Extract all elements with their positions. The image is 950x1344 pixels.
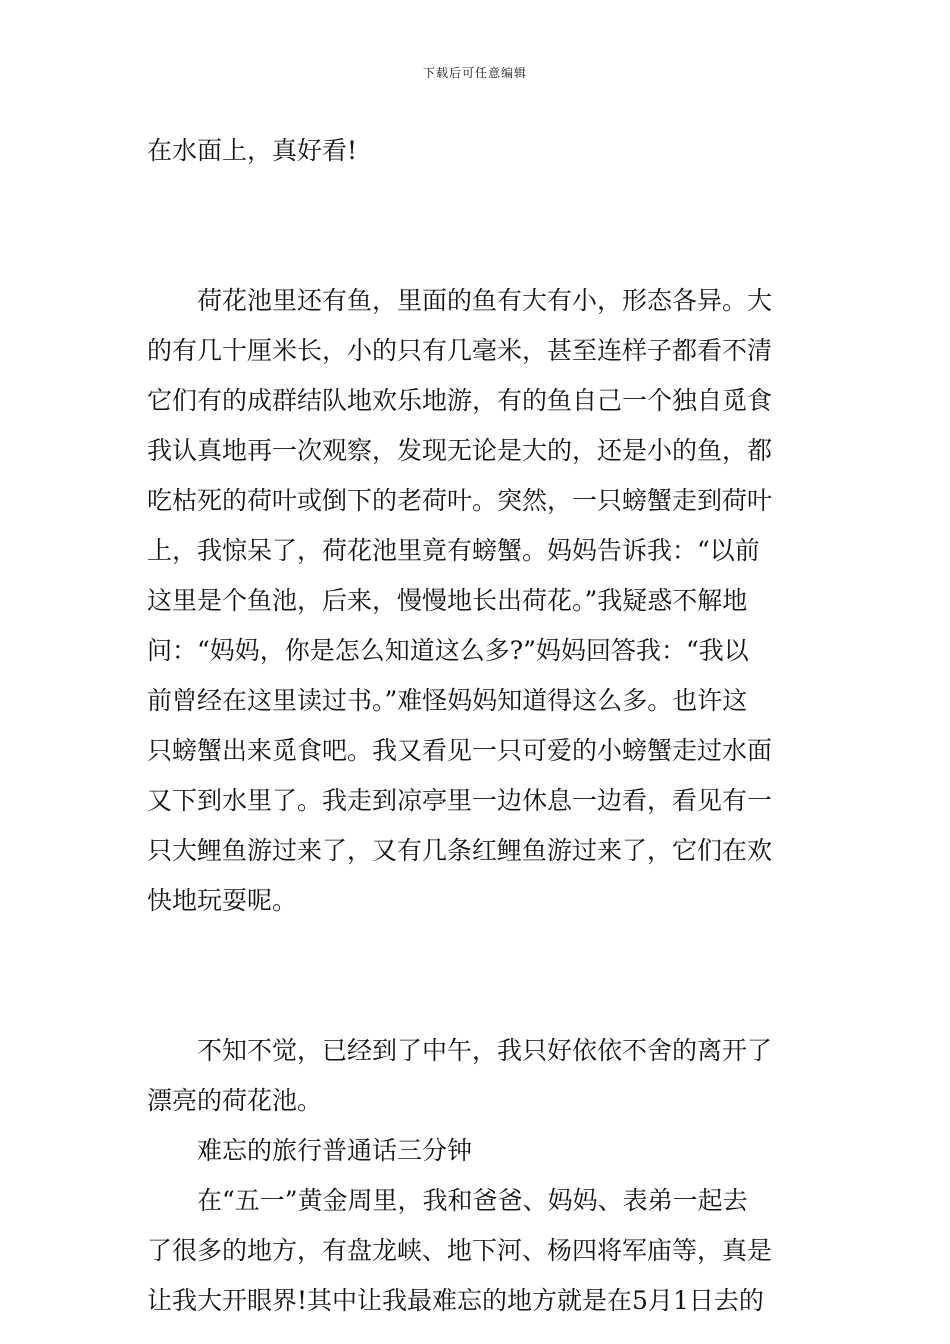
text-line: 又下到水里了。我走到凉亭里一边休息一边看，看见有一: [147, 786, 773, 815]
page-header: 下载后可任意编辑: [422, 66, 527, 80]
text-line: 这里是个鱼池，后来，慢慢地长出荷花。”我疑惑不解地: [147, 586, 748, 615]
text-line: 在水面上，真好看!: [147, 136, 358, 165]
text-line: 上，我惊呆了，荷花池里竟有螃蟹。妈妈告诉我：“以前: [147, 536, 760, 565]
text-line: 漂亮的荷花池。: [147, 1086, 323, 1115]
document-body: [147, 126, 807, 1326]
text-line: 只大鲤鱼游过来了，又有几条红鲤鱼游过来了，它们在欢: [147, 836, 773, 865]
text-line: 让我大开眼界!其中让我最难忘的地方就是在5月1日去的: [147, 1286, 764, 1315]
blank-line: [147, 976, 807, 1026]
section-title: 难忘的旅行普通话三分钟: [197, 1136, 473, 1165]
text-line: 了很多的地方，有盘龙峡、地下河、杨四将军庙等，真是: [147, 1236, 773, 1265]
paragraph-start: 不知不觉，已经到了中午，我只好依依不舍的离开了: [197, 1036, 773, 1065]
blank-line: [147, 926, 807, 976]
paragraph-start: 在“五一”黄金周里，我和爸爸、妈妈、表弟一起去: [197, 1186, 748, 1215]
text-line: 的有几十厘米长，小的只有几毫米，甚至连样子都看不清: [147, 336, 773, 365]
blank-line: [147, 176, 807, 226]
text-line: 问：“妈妈，你是怎么知道这么多?”妈妈回答我：“我以: [147, 636, 749, 665]
text-line: 只螃蟹出来觅食吧。我又看见一只可爱的小螃蟹走过水面: [147, 736, 773, 765]
text-line: 前曾经在这里读过书。”难怪妈妈知道得这么多。也许这: [147, 686, 748, 715]
paragraph-start: 荷花池里还有鱼，里面的鱼有大有小，形态各异。大: [197, 286, 773, 315]
blank-line: [147, 226, 807, 276]
text-line: 我认真地再一次观察，发现无论是大的，还是小的鱼，都: [147, 436, 773, 465]
text-line: 它们有的成群结队地欢乐地游，有的鱼自己一个独自觅食: [147, 386, 773, 415]
text-line: 吃枯死的荷叶或倒下的老荷叶。突然，一只螃蟹走到荷叶: [147, 486, 773, 515]
text-line: 快地玩耍呢。: [147, 886, 298, 915]
